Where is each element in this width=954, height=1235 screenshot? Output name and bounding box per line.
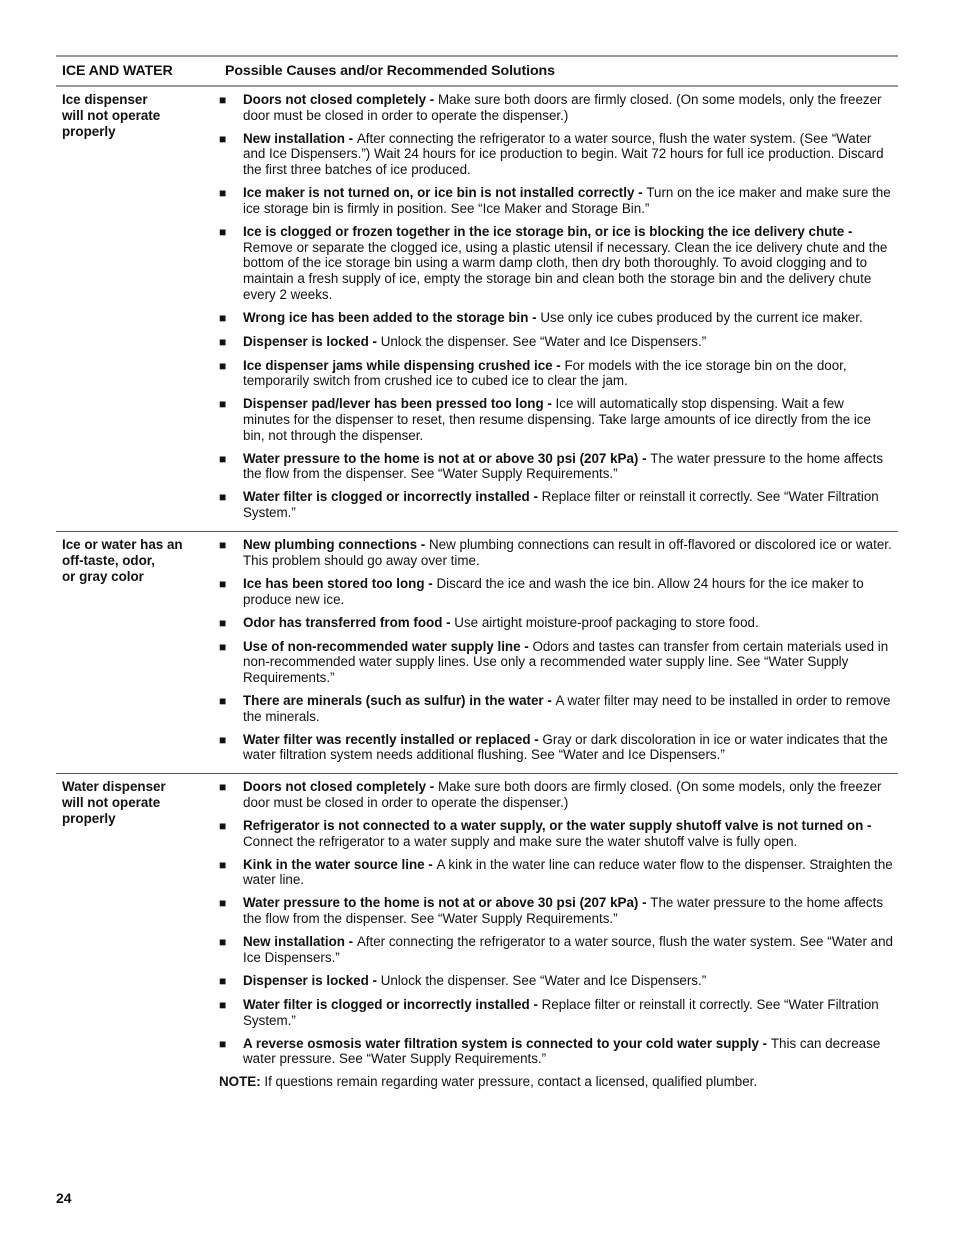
square-bullet-icon: ■ bbox=[219, 973, 227, 988]
solution-text bbox=[243, 1036, 898, 1067]
square-bullet-icon: ■ bbox=[219, 310, 227, 325]
solution-description: Discard the ice and wash the ice bin. Allow 24 hours for the ice maker to produce new ice. bbox=[243, 575, 864, 607]
cause-label: New plumbing connections - bbox=[243, 537, 429, 553]
square-bullet-icon: ■ bbox=[219, 186, 227, 201]
solution-text bbox=[243, 310, 898, 327]
table-row bbox=[56, 87, 898, 532]
list-item bbox=[219, 310, 898, 327]
square-bullet-icon: ■ bbox=[219, 857, 227, 872]
table-row bbox=[56, 774, 898, 1093]
problem-line: Ice or water has an bbox=[62, 537, 183, 553]
square-bullet-icon: ■ bbox=[219, 1036, 227, 1051]
problem-line: Water dispenser bbox=[62, 779, 166, 795]
square-bullet-icon: ■ bbox=[219, 896, 227, 911]
square-bullet-icon: ■ bbox=[219, 615, 227, 630]
solution-description: A water filter may need to be installed in order to remove the minerals. bbox=[243, 692, 891, 724]
square-bullet-icon: ■ bbox=[219, 358, 227, 373]
solution-description: Make sure both doors are firmly closed. (On some models, only the freezer door must be closed in order to operate the dispenser.) bbox=[243, 92, 882, 123]
square-bullet-icon: ■ bbox=[219, 639, 227, 654]
solution-description: New plumbing connections can result in off-flavored or discolored ice or water. This problem should go away over time. bbox=[243, 537, 892, 568]
problem-cell bbox=[56, 779, 219, 1090]
square-bullet-icon: ■ bbox=[219, 131, 227, 146]
solution-text bbox=[243, 185, 898, 216]
solution-text bbox=[243, 615, 898, 632]
note-label: NOTE: bbox=[219, 1074, 261, 1090]
cause-label: Refrigerator is not connected to a water supply, or the water supply shutoff valve is not turned on - bbox=[243, 818, 872, 834]
solution-description: Unlock the dispenser. See “Water and Ice Dispensers.” bbox=[380, 333, 707, 349]
cause-label: Ice has been stored too long - bbox=[243, 575, 437, 591]
problem-line: will not operate bbox=[62, 108, 161, 123]
solution-description: A kink in the water line can reduce water flow to the dispenser. Straighten the water line. bbox=[243, 856, 893, 888]
table-header bbox=[56, 57, 898, 87]
solution-text bbox=[243, 131, 898, 178]
list-item bbox=[219, 334, 898, 351]
list-item bbox=[219, 489, 898, 520]
solution-description: Replace filter or reinstall it correctly. See “Water Filtration System.” bbox=[243, 489, 879, 521]
table-row bbox=[56, 532, 898, 774]
list-item bbox=[219, 396, 898, 443]
solution-description: After connecting the refrigerator to a water source, flush the water system. See “Water and Ice Dispensers.” bbox=[243, 934, 893, 965]
cause-label: Water filter was recently installed or replaced - bbox=[243, 731, 543, 747]
solution-text bbox=[243, 92, 898, 123]
cause-label: Ice dispenser jams while dispensing crushed ice - bbox=[243, 357, 565, 373]
square-bullet-icon: ■ bbox=[219, 224, 227, 239]
solution-description: Make sure both doors are firmly closed. (On some models, only the freezer door must be closed in order to operate the dispenser.) bbox=[243, 779, 882, 811]
cause-label: Use of non-recommended water supply line - bbox=[243, 638, 533, 654]
cause-label: Water pressure to the home is not at or above 30 psi (207 kPa) - bbox=[243, 895, 651, 911]
table-body bbox=[56, 87, 898, 1093]
square-bullet-icon: ■ bbox=[219, 732, 227, 747]
cause-label: Wrong ice has been added to the storage bin - bbox=[243, 309, 541, 325]
cause-label: Kink in the water source line - bbox=[243, 856, 437, 872]
page-number: 24 bbox=[56, 1190, 72, 1206]
list-item bbox=[219, 358, 898, 389]
problem-line: Ice dispenser bbox=[62, 92, 148, 107]
solution-description: For models with the ice storage bin on the door, temporarily switch from crushed ice to cubed ice to clear the jam. bbox=[243, 357, 847, 389]
cause-label: Dispenser is locked - bbox=[243, 333, 381, 349]
solution-description: Use only ice cubes produced by the current ice maker. bbox=[540, 309, 863, 325]
solution-description: Ice will automatically stop dispensing. Wait a few minutes for the dispenser to reset, then resume dispensing. Take large amounts of ice directly from the ice bin, not through the dispenser. bbox=[243, 396, 871, 443]
list-item bbox=[219, 934, 898, 965]
cause-label: New installation - bbox=[243, 130, 357, 146]
list-item bbox=[219, 451, 898, 482]
solution-text bbox=[243, 358, 898, 389]
cause-label: Water filter is clogged or incorrectly installed - bbox=[243, 489, 542, 505]
list-item bbox=[219, 857, 898, 888]
square-bullet-icon: ■ bbox=[219, 397, 227, 412]
solution-description: Replace filter or reinstall it correctly. See “Water Filtration System.” bbox=[243, 996, 879, 1028]
solution-description: This can decrease water pressure. See “Water Supply Requirements.” bbox=[243, 1035, 881, 1067]
problem-cell bbox=[56, 92, 219, 528]
cause-label: Water filter is clogged or incorrectly installed - bbox=[243, 996, 542, 1012]
solution-description: Use airtight moisture-proof packaging to store food. bbox=[454, 614, 759, 630]
list-item bbox=[219, 779, 898, 810]
problem-line: will not operate bbox=[62, 795, 161, 811]
square-bullet-icon: ■ bbox=[219, 334, 227, 349]
solution-description: Odors and tastes can transfer from certain materials used in non-recommended water supply lines. Use only a recommended water supply line. See “Water Supply Requirements.” bbox=[243, 638, 889, 685]
list-item bbox=[219, 693, 898, 724]
solution-text bbox=[243, 224, 898, 303]
solution-text bbox=[243, 857, 898, 888]
list-item bbox=[219, 1036, 898, 1067]
solution-description: Connect the refrigerator to a water supply and make sure the water shutoff valve is fully open. bbox=[243, 833, 798, 849]
cause-label: Dispenser is locked - bbox=[243, 972, 381, 988]
square-bullet-icon: ■ bbox=[219, 693, 227, 708]
cause-label: Dispenser pad/lever has been pressed too long - bbox=[243, 396, 556, 412]
solution-text bbox=[243, 639, 898, 686]
square-bullet-icon: ■ bbox=[219, 451, 227, 466]
problem-line: or gray color bbox=[62, 569, 144, 585]
cause-label: New installation - bbox=[243, 934, 357, 950]
list-item bbox=[219, 895, 898, 926]
cause-label: Ice is clogged or frozen together in the ice storage bin, or ice is blocking the ice delivery chute - bbox=[243, 223, 853, 239]
solution-text bbox=[243, 451, 898, 482]
problem-line: properly bbox=[62, 124, 116, 139]
problem-line: properly bbox=[62, 811, 116, 827]
solution-text bbox=[243, 537, 898, 568]
solution-text bbox=[243, 693, 898, 724]
solution-text bbox=[243, 489, 898, 520]
solution-text bbox=[243, 396, 898, 443]
list-item bbox=[219, 818, 898, 849]
list-item bbox=[219, 973, 898, 990]
solution-text bbox=[243, 334, 898, 351]
list-item bbox=[219, 639, 898, 686]
list-item bbox=[219, 615, 898, 632]
solution-text bbox=[243, 732, 898, 763]
list-item bbox=[219, 732, 898, 763]
list-item bbox=[219, 185, 898, 216]
cause-label: Doors not closed completely - bbox=[243, 92, 438, 107]
solution-description: The water pressure to the home affects the flow from the dispenser. See “Water Supply Requirements.” bbox=[243, 450, 884, 482]
solution-description: Turn on the ice maker and make sure the ice storage bin is firmly in position. See “Ice Maker and Storage Bin.” bbox=[243, 185, 891, 216]
column-header-category: ICE AND WATER bbox=[62, 63, 173, 79]
solution-text bbox=[243, 997, 898, 1028]
solution-text bbox=[243, 779, 898, 810]
solution-text bbox=[243, 973, 898, 990]
solution-description: After connecting the refrigerator to a water source, flush the water system. (See “Water and Ice Dispensers.”) Wait 24 hours for ice production to begin. Wait 72 hours for full ice production. Discard the first three batches of ice produced. bbox=[243, 130, 884, 178]
square-bullet-icon: ■ bbox=[219, 997, 227, 1012]
list-item bbox=[219, 224, 898, 303]
list-item bbox=[219, 92, 898, 123]
square-bullet-icon: ■ bbox=[219, 490, 227, 505]
solutions-cell bbox=[219, 779, 898, 1090]
square-bullet-icon: ■ bbox=[219, 576, 227, 591]
solution-text bbox=[243, 934, 898, 965]
solution-description: Unlock the dispenser. See “Water and Ice Dispensers.” bbox=[380, 972, 707, 988]
troubleshooting-table bbox=[56, 55, 898, 1093]
list-item bbox=[219, 576, 898, 607]
square-bullet-icon: ■ bbox=[219, 935, 227, 950]
solution-description: The water pressure to the home affects the flow from the dispenser. See “Water Supply Requirements.” bbox=[243, 895, 884, 927]
solution-description: Gray or dark discoloration in ice or water indicates that the water filtration system needs additional flushing. See “Water and Ice Dispensers.” bbox=[243, 731, 888, 763]
cause-label: Water pressure to the home is not at or above 30 psi (207 kPa) - bbox=[243, 450, 651, 466]
cause-label: Ice maker is not turned on, or ice bin is not installed correctly - bbox=[243, 185, 647, 201]
solutions-cell bbox=[219, 92, 898, 528]
note-text: If questions remain regarding water pressure, contact a licensed, qualified plumber. bbox=[260, 1074, 758, 1090]
solution-text bbox=[243, 576, 898, 607]
solution-description: Remove or separate the clogged ice, using a plastic utensil if necessary. Clean the ice delivery chute and the bottom of the ice storage bin using a warm damp cloth, then dry both thoroughly. To avoid clogging and to maintain a fresh supply of ice, empty the storage bin and clean both the storage bin and the delivery chute every 2 weeks. bbox=[243, 239, 888, 302]
problem-line: off-taste, odor, bbox=[62, 553, 155, 569]
list-item bbox=[219, 997, 898, 1028]
solutions-cell bbox=[219, 537, 898, 770]
square-bullet-icon: ■ bbox=[219, 538, 227, 553]
cause-label: Odor has transferred from food - bbox=[243, 614, 455, 630]
problem-cell bbox=[56, 537, 219, 770]
list-item bbox=[219, 131, 898, 178]
solution-text bbox=[243, 818, 898, 849]
cause-label: There are minerals (such as sulfur) in the water - bbox=[243, 692, 556, 708]
cause-label: A reverse osmosis water filtration system is connected to your cold water supply - bbox=[243, 1035, 771, 1051]
solution-text bbox=[243, 895, 898, 926]
cause-label: Doors not closed completely - bbox=[243, 779, 438, 795]
square-bullet-icon: ■ bbox=[219, 93, 227, 107]
column-header-solutions: Possible Causes and/or Recommended Solutions bbox=[225, 63, 555, 79]
note bbox=[219, 1074, 898, 1090]
list-item bbox=[219, 537, 898, 568]
square-bullet-icon: ■ bbox=[219, 819, 227, 834]
square-bullet-icon: ■ bbox=[219, 780, 227, 795]
